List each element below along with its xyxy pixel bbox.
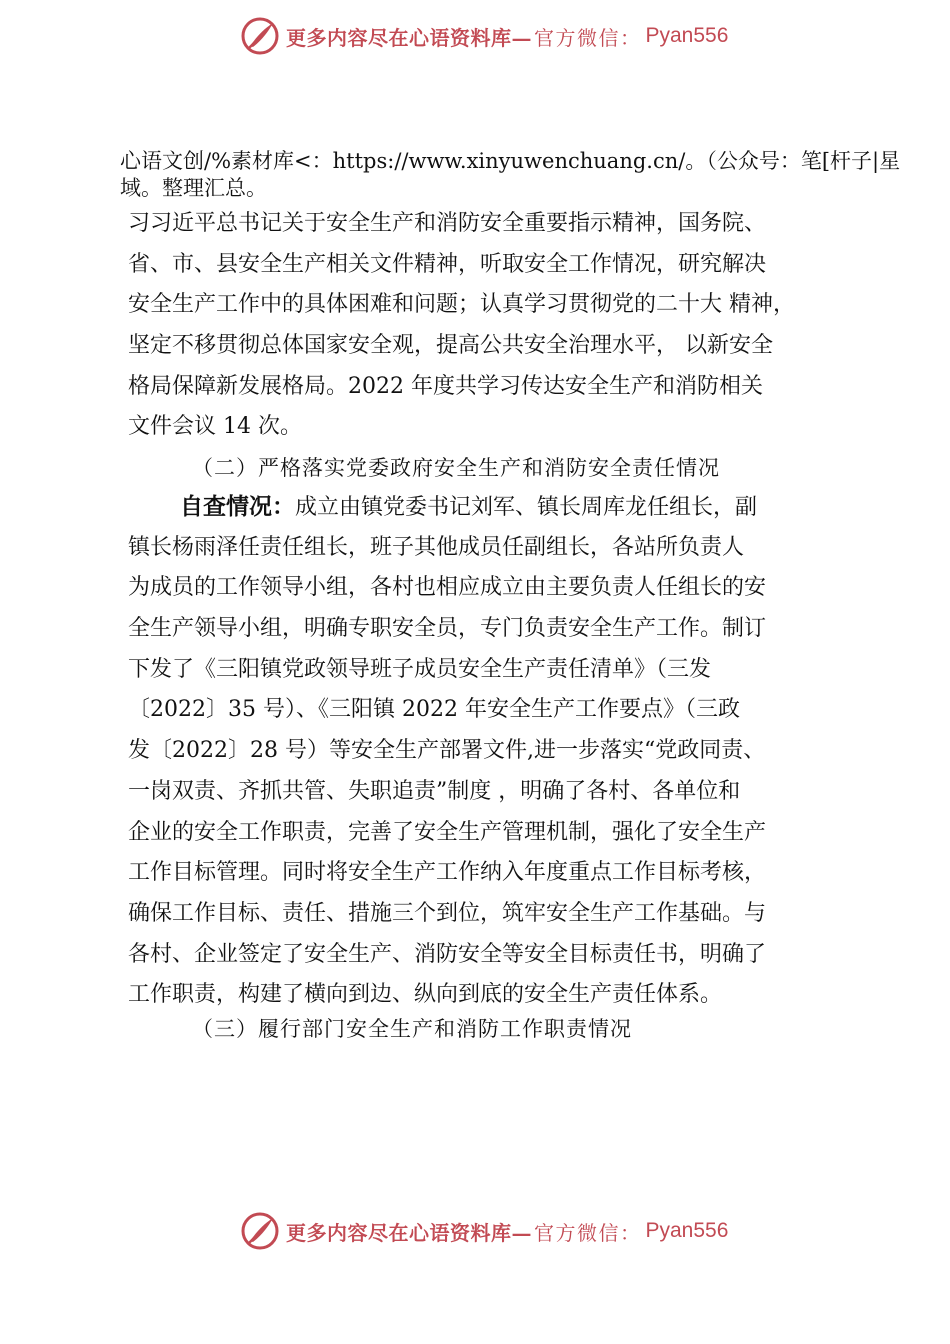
self-check-label: 自查情况：	[180, 494, 295, 520]
text-line: 为成员的工作领导小组，各村也相应成立由主要负责人任组长的安	[128, 575, 767, 601]
text-line: 一岗双责、齐抓共管、失职追责”制度 ，明确了各村、各单位和	[128, 778, 741, 804]
text-line: 镇长杨雨泽任责任组长，班子其他成员任副组长，各站所负责人	[128, 534, 745, 560]
text-line: 确保工作目标、责任、措施三个到位，筑牢安全生产工作基础。与	[128, 900, 767, 926]
paragraph-1	[128, 204, 888, 448]
section-heading-3: （三）履行部门安全生产和消防工作职责情况	[192, 1017, 632, 1041]
banner-text: 更多内容尽在心语资料库—	[286, 25, 532, 50]
footer-banner	[240, 1209, 728, 1253]
text-line: 企业的安全工作职责，完善了安全生产管理机制，强化了安全生产	[128, 819, 767, 845]
paragraph-2	[128, 487, 888, 1016]
text-line: 坚定不移贯彻总体国家安全观，提高公共安全治理水平， 以新安全	[128, 333, 773, 359]
indent-spacer	[128, 495, 180, 520]
text-line: 发〔2022〕28 号）等安全生产部署文件,进一步落实“党政同责、	[128, 738, 766, 764]
banner-wechat-id: Pyan556	[645, 1219, 729, 1242]
text-line: 工作职责，构建了横向到边、纵向到底的安全生产责任体系。	[128, 982, 723, 1008]
text-line: 各村、企业签定了安全生产、消防安全等安全目标责任书，明确了	[128, 941, 767, 967]
text-line: 习习近平总书记关于安全生产和消防安全重要指示精神，国务院、	[128, 211, 767, 236]
text-line: 成立由镇党委书记刘军、镇长周库龙任组长，副	[295, 495, 758, 520]
text-line: 全生产领导小组，明确专职安全员，专门负责安全生产工作。制订	[128, 616, 767, 642]
text-line: 安全生产工作中的具体困难和问题；认真学习贯彻党的二十大 精神，	[128, 292, 795, 318]
text-line: 〔2022〕35 号）、《三阳镇 2022 年安全生产工作要点》（三政	[128, 697, 740, 723]
banner-text: 更多内容尽在心语资料库—	[286, 1220, 532, 1245]
banner-wechat-label: 官方微信：	[534, 25, 642, 50]
text-line: 格局保障新发展格局。2022 年度共学习传达安全生产和消防相关	[128, 373, 763, 399]
text-line: 工作目标管理。同时将安全生产工作纳入年度重点工作目标考核，	[128, 860, 767, 886]
text-line: 下发了《三阳镇党政领导班子成员安全生产责任清单》（三发	[128, 656, 712, 682]
text-line: 省、市、县安全生产相关文件精神，听取安全工作情况，研究解决	[128, 251, 767, 277]
banner-wechat-id: Pyan556	[645, 24, 729, 47]
quill-logo-icon	[240, 1211, 280, 1251]
text-line: 文件会议 14 次。	[128, 414, 302, 440]
text-line-first	[128, 487, 888, 528]
source-line: 心语文创/%素材库<：https://www.xinyuwenchuang.cn/。（公众号：笔[杆子|星域。整理汇总。	[120, 149, 901, 200]
quill-logo-icon	[240, 16, 280, 56]
header-banner	[240, 14, 728, 58]
section-heading-2: （二）严格落实党委政府安全生产和消防安全责任情况	[192, 456, 720, 480]
banner-wechat-label: 官方微信：	[534, 1220, 642, 1245]
